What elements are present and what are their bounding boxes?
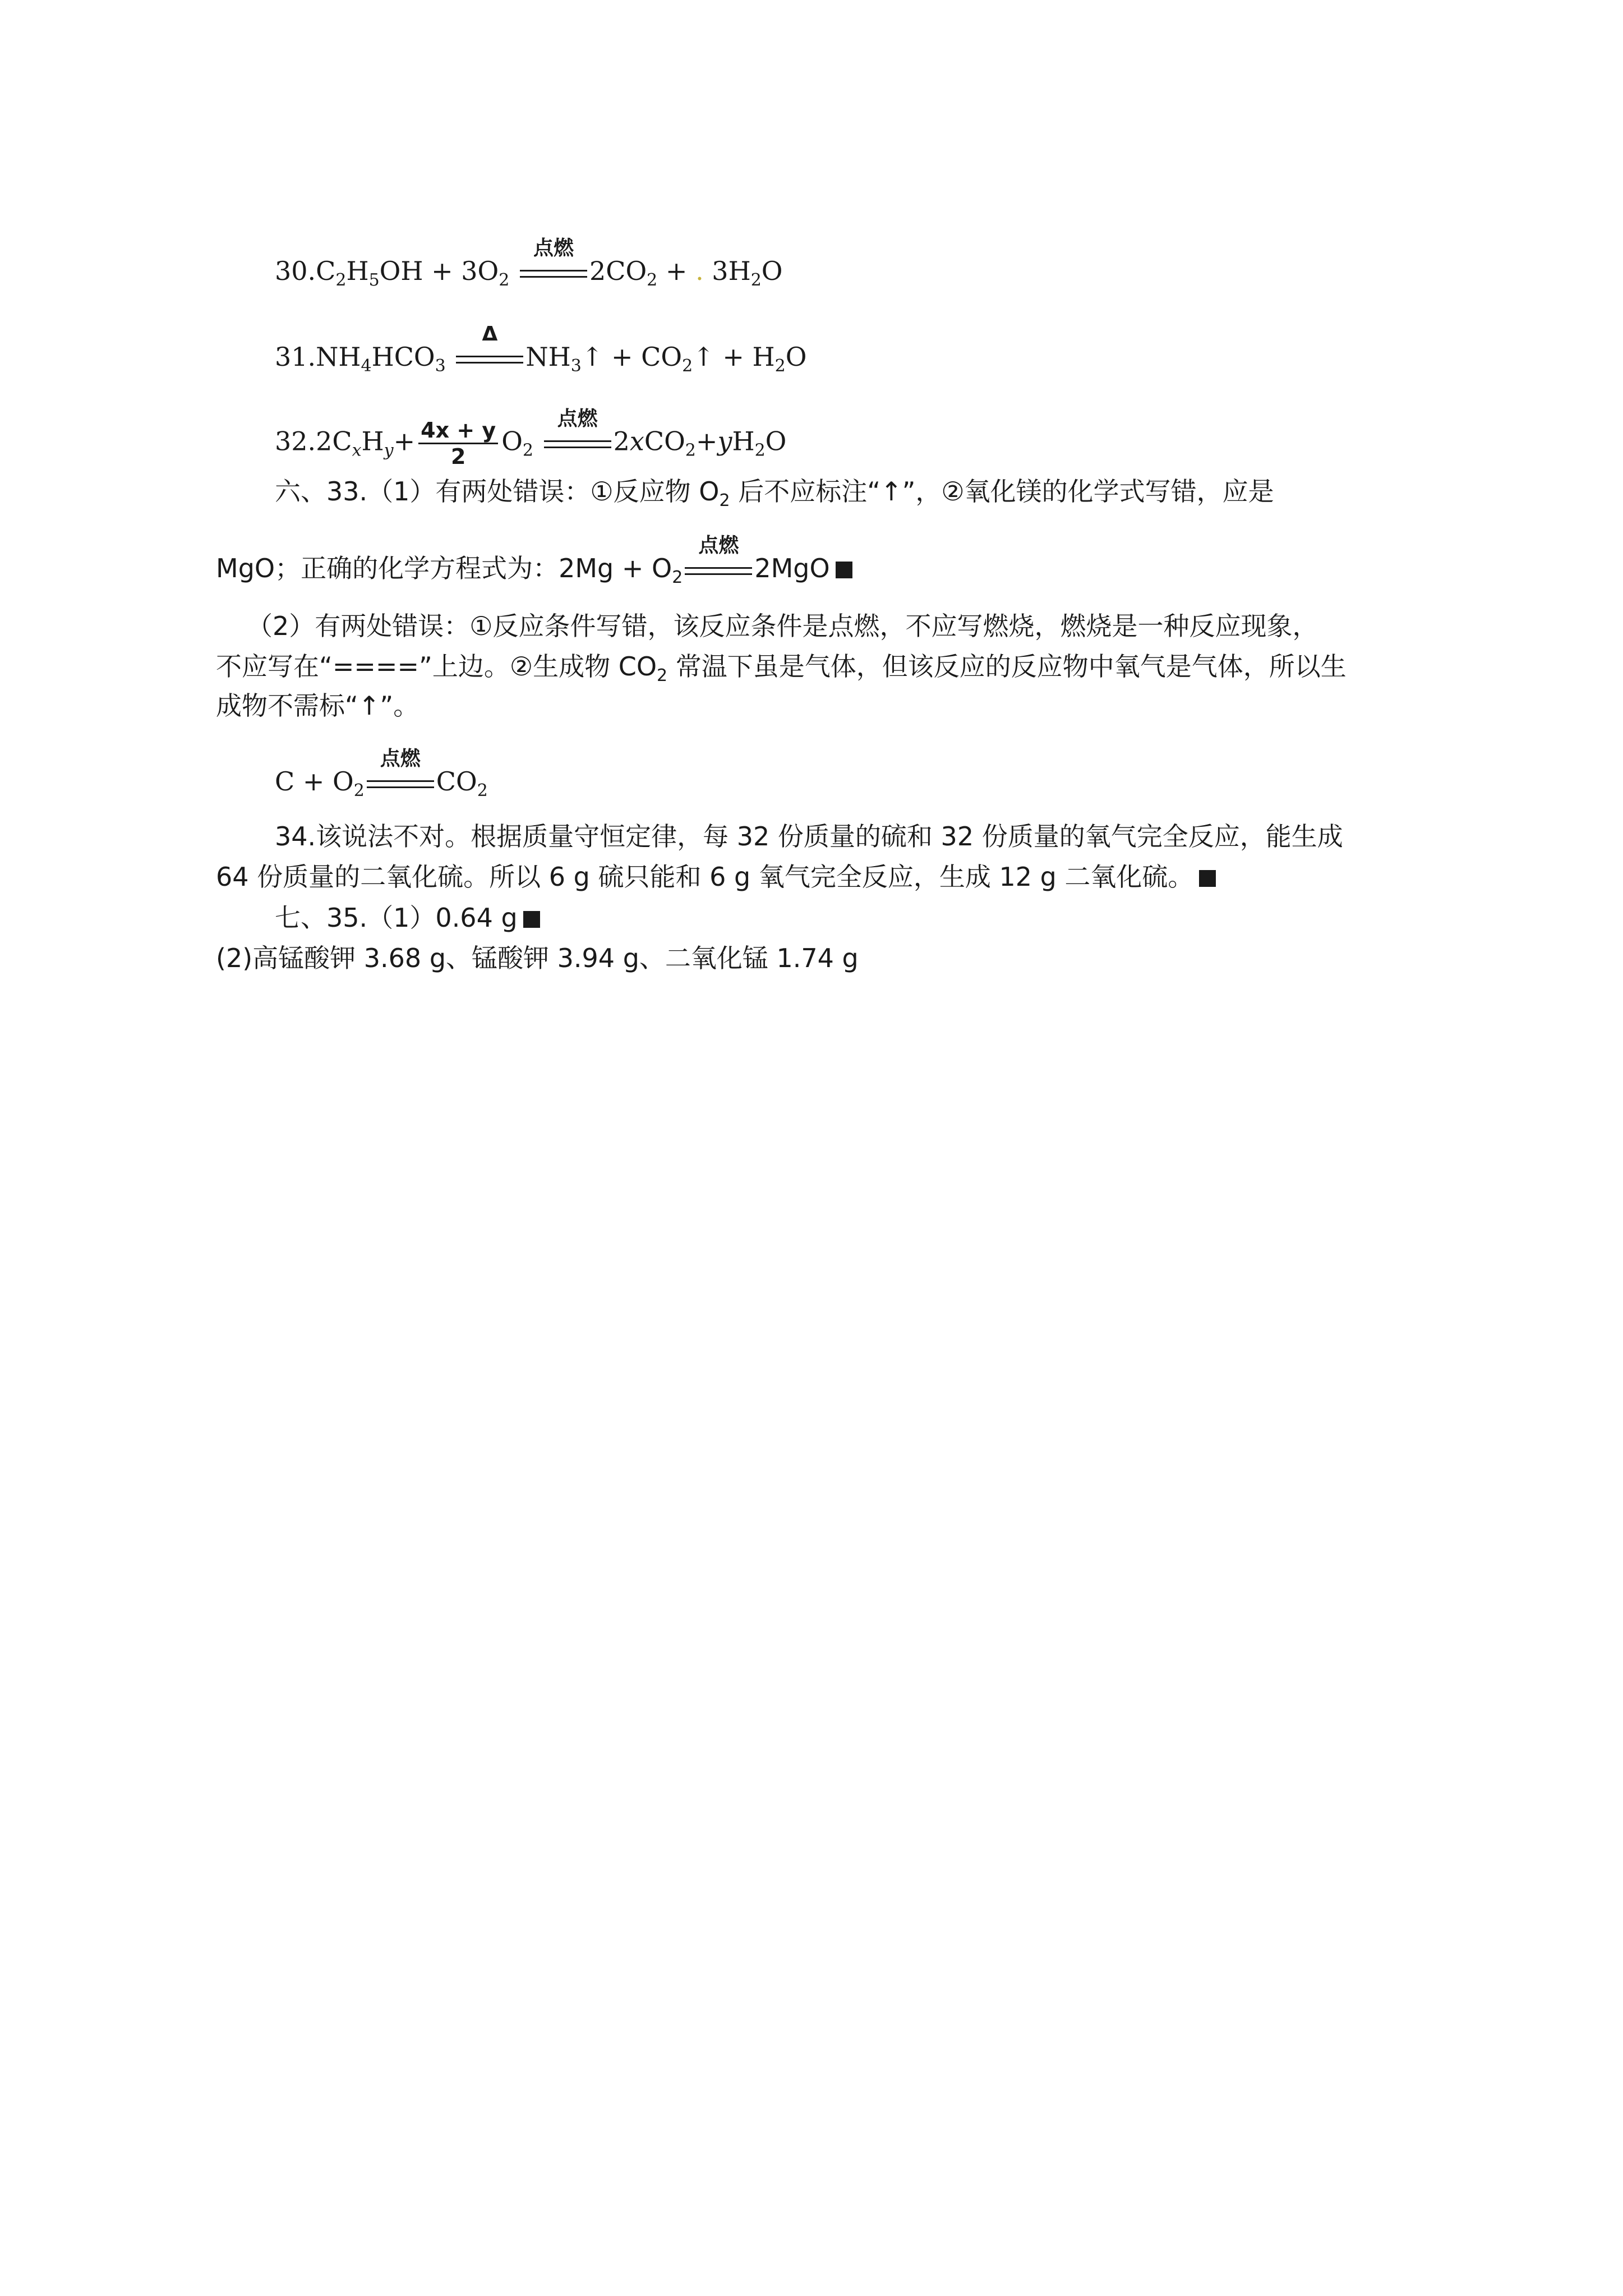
reaction-condition: 点燃 <box>518 255 589 287</box>
reaction-condition: Δ <box>454 341 525 372</box>
answer-33-part2-line3: 成物不需标“↑”。 <box>216 691 419 721</box>
answer-35-line1: 七、35.（1）0.64 g <box>275 902 540 933</box>
equation-32: $32.2C_xH_y+$ $\frac{4x + y}{2}$ $O_2$ 点燃 $2xCO_2+yH_2O$ <box>275 407 787 469</box>
equation-31: $31.NH_4HCO_3$ Δ $NH_3↑$ + $CO_2↑ + H_2O$ <box>275 323 807 376</box>
answer-34-line2: 64 份质量的二氧化硫。所以 6 g 硫只能和 6 g 氧气完全反应，生成 12 g 二氧化硫。 <box>216 861 1216 892</box>
reaction-condition: 点燃 <box>365 766 436 797</box>
answer-33-line1: 六、33.（1）有两处错误：①反应物 $O_2$ 后不应标注“↑”，②氧化镁的化学式写错，应是 <box>275 476 1274 511</box>
answer-33-part2-line1: （2）有两处错误：①反应条件写错，该反应条件是点燃，不应写燃烧，燃烧是一种反应现象， <box>247 611 1318 641</box>
black-square-mark <box>836 562 852 578</box>
answer-35-line2: (2)高锰酸钾 3.68 g、锰酸钾 3.94 g、二氧化锰 1.74 g <box>216 943 859 973</box>
reaction-condition: 点燃 <box>683 553 754 584</box>
equation-33-carbon: $C + O_2$ 点燃 $CO_2$ <box>275 747 488 801</box>
reaction-condition: 点燃 <box>542 426 614 457</box>
equation-30: $30.C_2H_5OH + 3O_2$ 点燃 $2CO_2$ + . $3H_2O$ <box>275 237 783 291</box>
black-square-mark <box>1199 870 1216 887</box>
answer-33-part2-line2: 不应写在“====”上边。②生成物 $CO_2$ 常温下虽是气体，但该反应的反应物中氧气是气体，所以生 <box>216 651 1347 686</box>
answer-34-line1: 34.该说法不对。根据质量守恒定律，每 32 份质量的硫和 32 份质量的氧气完全反应，能生成 <box>275 821 1343 852</box>
black-square-mark <box>523 911 540 928</box>
fraction: $\frac{4x + y}{2}$ <box>418 418 498 469</box>
answer-33-line2: MgO；正确的化学方程式为：$2Mg + O_2$ 点燃 2MgO <box>216 553 852 584</box>
